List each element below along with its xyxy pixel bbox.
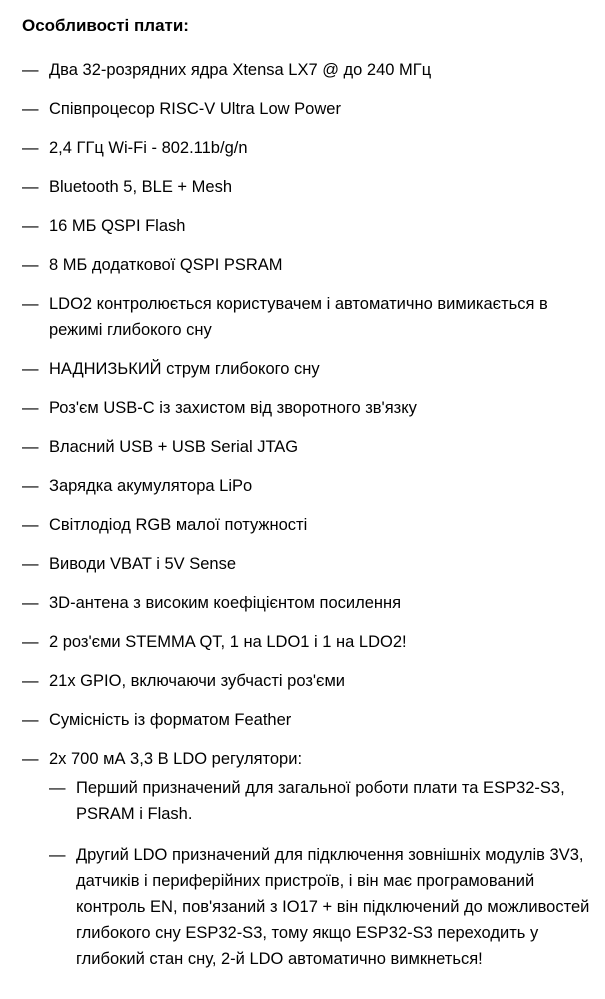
- bullet-dash: —: [22, 672, 39, 690]
- list-item-text: Виводи VBAT і 5V Sense: [49, 555, 237, 573]
- list-item-text: Світлодіод RGB малої потужності: [49, 516, 308, 534]
- list-item: [22, 213, 593, 239]
- bullet-dash: —: [22, 178, 39, 196]
- list-item-text: LDO2 контролюється користувачем і автоматично вимикається в режимі глибокого сну: [49, 295, 548, 339]
- list-item-text: 2x 700 мА 3,3 В LDO регулятори:: [49, 750, 303, 768]
- list-item-text: Співпроцесор RISC-V Ultra Low Power: [49, 100, 341, 118]
- list-item: [22, 135, 593, 161]
- bullet-dash: —: [22, 256, 39, 274]
- list-item-text: Власний USB + USB Serial JTAG: [49, 438, 299, 456]
- section-heading: Особливості плати:: [22, 16, 189, 35]
- list-item: [22, 356, 593, 382]
- list-item: [22, 96, 593, 122]
- list-item-text: 21x GPIO, включаючи зубчасті роз'єми: [49, 672, 346, 690]
- bullet-dash: —: [22, 750, 39, 768]
- sub-list-item-text: Другий LDO призначений для підключення зовнішніх модулів 3V3, датчиків і периферійних пристроїв, і він має програмований контроль EN, пов'язаний з IO17 + він підключений до можливостей глибокого сну ESP32-S3, тому якщо ESP32-S3 переходить у глибокий стан сну, 2-й LDO автоматично вимкнеться!: [76, 846, 590, 968]
- bullet-dash: —: [22, 61, 39, 79]
- bullet-dash: —: [22, 399, 39, 417]
- bullet-dash: —: [22, 633, 39, 651]
- bullet-dash: —: [22, 217, 39, 235]
- list-item: [22, 434, 593, 460]
- bullet-dash: —: [49, 846, 66, 864]
- list-item: [22, 395, 593, 421]
- list-item-text: Сумісність із форматом Feather: [49, 711, 292, 729]
- list-item: [22, 174, 593, 200]
- sub-list-item-text: Перший призначений для загальної роботи плати та ESP32-S3, PSRAM і Flash.: [76, 779, 565, 823]
- list-item: [22, 707, 593, 733]
- list-item: [22, 291, 593, 343]
- bullet-dash: —: [49, 779, 66, 797]
- list-item-text: НАДНИЗЬКИЙ струм глибокого сну: [49, 360, 320, 378]
- sub-list-item: [49, 842, 593, 972]
- list-item: [22, 551, 593, 577]
- bullet-dash: —: [22, 477, 39, 495]
- bullet-dash: —: [22, 100, 39, 118]
- list-item-text: 2,4 ГГц Wi-Fi - 802.11b/g/n: [49, 139, 248, 157]
- list-item: [22, 746, 593, 972]
- list-item-text: 8 МБ додаткової QSPI PSRAM: [49, 256, 283, 274]
- list-item-text: 16 МБ QSPI Flash: [49, 217, 186, 235]
- sub-list-item: [49, 775, 593, 827]
- bullet-dash: —: [22, 438, 39, 456]
- bullet-dash: —: [22, 555, 39, 573]
- list-item-text: Зарядка акумулятора LiPo: [49, 477, 253, 495]
- list-item: [22, 512, 593, 538]
- list-item-text: Два 32-розрядних ядра Xtensa LX7 @ до 240 МГц: [49, 61, 432, 79]
- bullet-dash: —: [22, 295, 39, 313]
- list-item-text: Роз'єм USB-C із захистом від зворотного зв'язку: [49, 399, 417, 417]
- feature-list: [22, 57, 593, 972]
- bullet-dash: —: [22, 139, 39, 157]
- bullet-dash: —: [22, 711, 39, 729]
- list-item: [22, 57, 593, 83]
- list-item-text: 2 роз'єми STEMMA QT, 1 на LDO1 і 1 на LDO2!: [49, 633, 407, 651]
- list-item-text: Bluetooth 5, BLE + Mesh: [49, 178, 232, 196]
- list-item: [22, 252, 593, 278]
- list-item: [22, 590, 593, 616]
- bullet-dash: —: [22, 516, 39, 534]
- bullet-dash: —: [22, 360, 39, 378]
- list-item: [22, 629, 593, 655]
- list-item-text: 3D-антена з високим коефіцієнтом посилення: [49, 594, 402, 612]
- bullet-dash: —: [22, 594, 39, 612]
- ldo-sub-list: [49, 775, 593, 972]
- list-item: [22, 668, 593, 694]
- list-item: [22, 473, 593, 499]
